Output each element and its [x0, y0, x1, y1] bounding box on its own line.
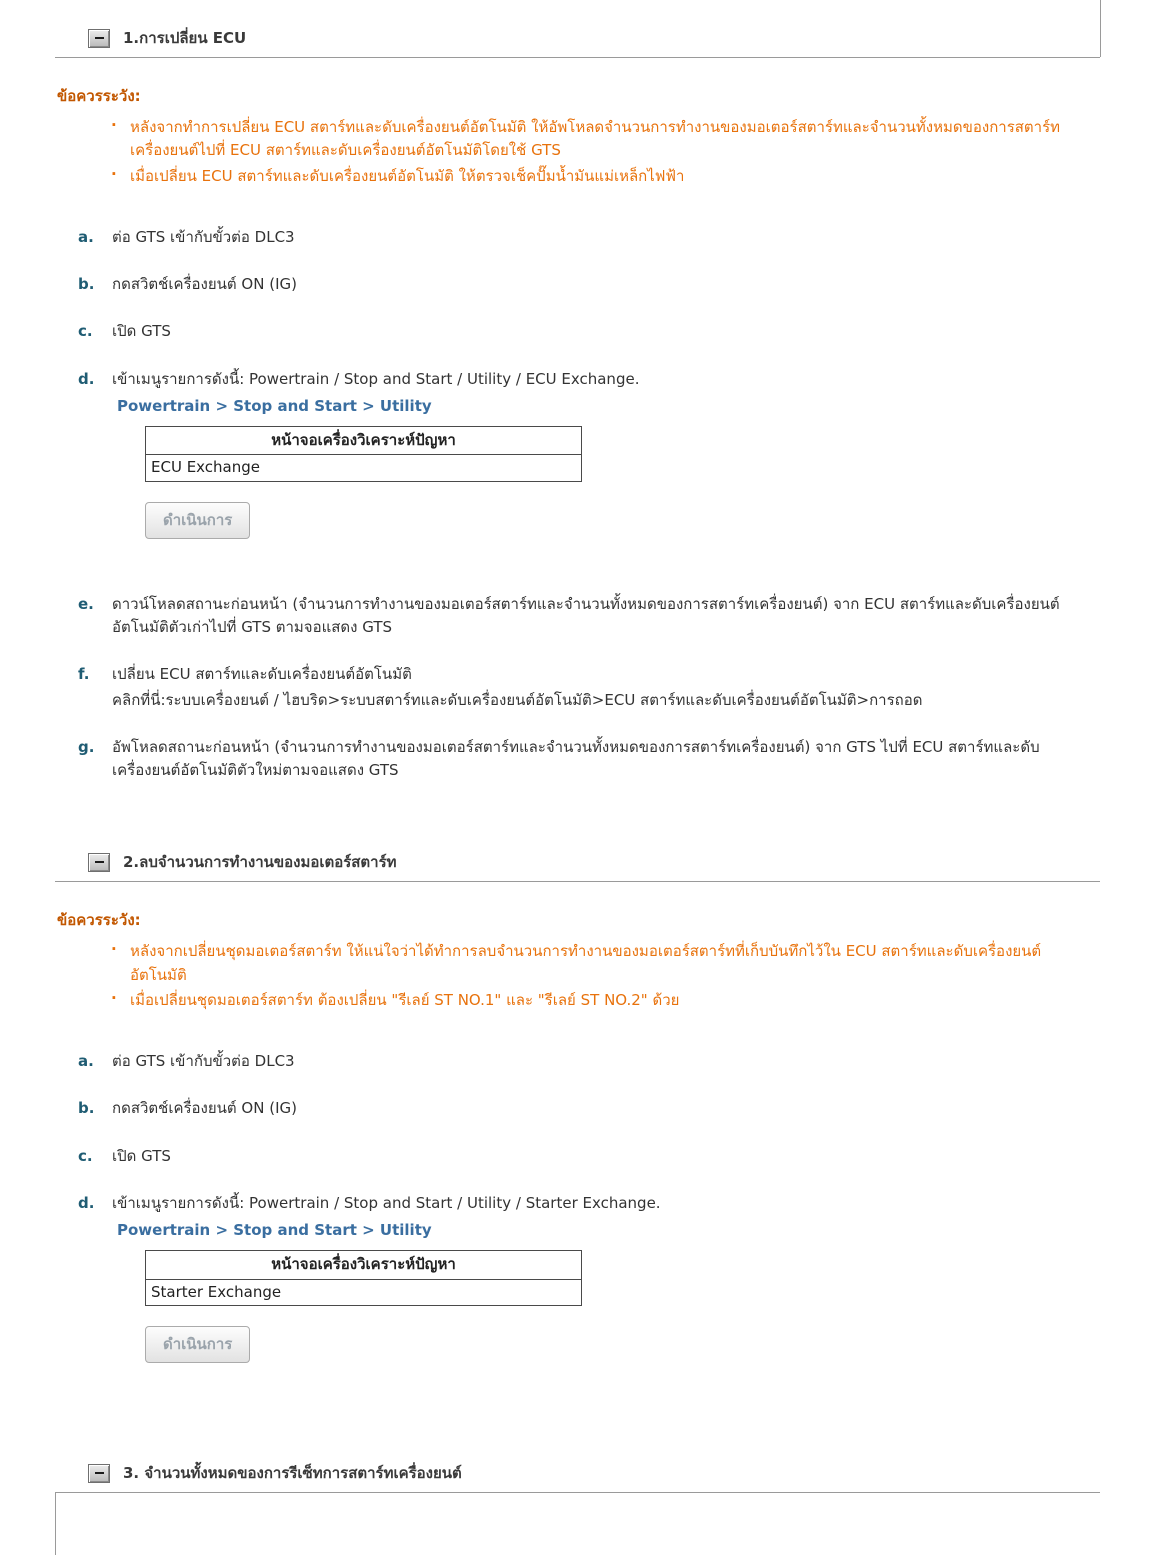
diagnostic-screen-header-cell: หน้าจอเครื่องวิเคราะห์ปัญหา	[146, 1251, 582, 1279]
section-title: 3. จำนวนทั้งหมดของการรีเซ็ทการสตาร์ทเครื่องยนต์	[123, 1464, 462, 1482]
step-text: เข้าเมนูรายการดังนี้: Powertrain / Stop and Start / Utility / Starter Exchange.	[112, 1193, 661, 1212]
bullet-dot: ·	[111, 164, 117, 183]
step-text: กดสวิตช์เครื่องยนต์ ON (IG)	[112, 1099, 297, 1118]
step	[78, 1192, 1095, 1393]
step-text: ดาวน์โหลดสถานะก่อนหน้า (จำนวนการทำงานของมอเตอร์สตาร์ทและจำนวนทั้งหมดของการสตาร์ทเครื่องยนต์) จาก ECU สตาร์ทและดับเครื่องยนต์อัตโนมัติตัวเก่าไปที่ GTS ตามจอแสดง GTS	[112, 594, 1060, 636]
step-letter: d.	[78, 369, 95, 388]
caution-text: หลังจากเปลี่ยนชุดมอเตอร์สตาร์ท ให้แน่ใจว่าได้ทำการลบจำนวนการทำงานของมอเตอร์สตาร์ทที่เก็บบันทึกไว้ใน ECU สตาร์ทและดับเครื่องยนต์อัตโนมัติ	[130, 942, 1042, 984]
section-2	[0, 806, 1160, 1393]
section-divider	[55, 881, 1100, 882]
step-letter: b.	[78, 1099, 95, 1118]
step	[78, 1050, 1095, 1073]
step	[78, 1097, 1095, 1120]
diagnostic-screen-header-cell: หน้าจอเครื่องวิเคราะห์ปัญหา	[146, 427, 582, 455]
bullet-dot: ·	[111, 116, 117, 134]
section-3-header	[0, 1417, 1160, 1485]
bullet-dot: ·	[111, 988, 117, 1007]
step-letter: f.	[78, 665, 90, 684]
section-title: 2.ลบจำนวนการทำงานของมอเตอร์สตาร์ท	[123, 853, 397, 872]
procedure-steps	[0, 226, 1160, 783]
step-letter: c.	[78, 1146, 93, 1165]
step-text: กดสวิตช์เครื่องยนต์ ON (IG)	[112, 275, 297, 293]
caution-item	[107, 940, 1095, 987]
step	[78, 1145, 1095, 1168]
step-content	[112, 663, 1095, 712]
section-divider	[55, 57, 1100, 58]
menu-path-link[interactable]: Powertrain > Stop and Start > Utility	[117, 396, 432, 415]
caution-text: เมื่อเปลี่ยน ECU สตาร์ทและดับเครื่องยนต์อัตโนมัติ ให้ตรวจเช็คปั๊มน้ำมันแม่เหล็กไฟฟ้า	[130, 166, 685, 185]
step-letter: e.	[78, 594, 94, 613]
caution-list	[107, 116, 1095, 188]
step-text: ต่อ GTS เข้ากับขั้วต่อ DLC3	[112, 1052, 295, 1070]
step-text: เปิด GTS	[112, 322, 171, 341]
step	[78, 736, 1095, 783]
caution-label: ข้อควรระวัง:	[57, 911, 141, 930]
minus-glyph	[95, 37, 104, 39]
section-title: 1.การเปลี่ยน ECU	[123, 29, 247, 47]
execute-button[interactable]: ดำเนินการ	[145, 502, 250, 539]
step-content	[112, 1192, 1095, 1393]
click-here-link[interactable]: คลิกที่นี่:ระบบเครื่องยนต์ / ไฮบริด>ระบบสตาร์ทและดับเครื่องยนต์อัตโนมัติ>ECU สตาร์ทและดับเครื่องยนต์อัตโนมัติ>การถอด	[112, 690, 923, 709]
diagnostic-screen-table	[145, 426, 582, 482]
caution-label: ข้อควรระวัง:	[57, 87, 141, 105]
step-text: เข้าเมนูรายการดังนี้: Powertrain / Stop and Start / Utility / ECU Exchange.	[112, 369, 640, 388]
frame-border-left	[55, 1493, 57, 1555]
step-text: อัพโหลดสถานะก่อนหน้า (จำนวนการทำงานของมอเตอร์สตาร์ทและจำนวนทั้งหมดของการสตาร์ทเครื่องยนต์) จาก GTS ไปที่ ECU สตาร์ทและดับเครื่องยนต์อัตโนมัติตัวใหม่ตามจอแสดง GTS	[112, 737, 1040, 779]
collapse-toggle-icon[interactable]	[88, 853, 110, 872]
diagnostic-screen-table	[145, 1250, 582, 1306]
procedure-steps	[0, 1050, 1160, 1393]
section-3	[0, 1417, 1160, 1555]
frame-border-right	[1100, 0, 1101, 57]
execute-button[interactable]: ดำเนินการ	[145, 1326, 250, 1363]
menu-path-link[interactable]: Powertrain > Stop and Start > Utility	[117, 1221, 432, 1239]
collapse-toggle-icon[interactable]	[88, 1464, 110, 1483]
step-letter: g.	[78, 737, 95, 756]
caution-text: เมื่อเปลี่ยนชุดมอเตอร์สตาร์ท ต้องเปลี่ยน "รีเลย์ ST NO.1" และ "รีเลย์ ST NO.2" ด้วย	[130, 990, 680, 1009]
section-2-header	[0, 806, 1160, 874]
section-divider	[55, 1492, 1100, 1493]
step-letter: a.	[78, 1052, 94, 1070]
diagnostic-item-cell: ECU Exchange	[146, 455, 582, 481]
minus-glyph	[95, 1472, 104, 1474]
caution-text: หลังจากทำการเปลี่ยน ECU สตาร์ทและดับเครื่องยนต์อัตโนมัติ ให้อัพโหลดจำนวนการทำงานของมอเตอร์สตาร์ทและจำนวนทั้งหมดของการสตาร์ทเครื่องยนต์ไปที่ ECU สตาร์ทและดับเครื่องยนต์อัตโนมัติโดยใช้ GTS	[130, 118, 1061, 160]
step	[78, 663, 1095, 712]
step-letter: b.	[78, 275, 95, 293]
caution-item	[107, 116, 1095, 163]
minus-glyph	[95, 861, 104, 863]
step	[78, 368, 1095, 569]
step	[78, 593, 1095, 640]
section-1-header	[0, 0, 1160, 50]
step-letter: c.	[78, 322, 93, 341]
step-text: เปิด GTS	[112, 1146, 171, 1165]
step	[78, 226, 1095, 249]
step-text: ต่อ GTS เข้ากับขั้วต่อ DLC3	[112, 227, 295, 246]
caution-list	[107, 940, 1095, 1012]
collapse-toggle-icon[interactable]	[88, 29, 110, 48]
step-letter: a.	[78, 227, 94, 246]
diagnostic-item-cell: Starter Exchange	[146, 1279, 582, 1305]
caution-item	[107, 165, 1095, 188]
step-letter: d.	[78, 1193, 95, 1212]
step-content	[112, 368, 1095, 569]
step	[78, 320, 1095, 343]
step	[78, 273, 1095, 296]
step-text: เปลี่ยน ECU สตาร์ทและดับเครื่องยนต์อัตโนมัติ	[112, 665, 412, 684]
bullet-dot: ·	[111, 940, 117, 959]
caution-item	[107, 989, 1095, 1012]
